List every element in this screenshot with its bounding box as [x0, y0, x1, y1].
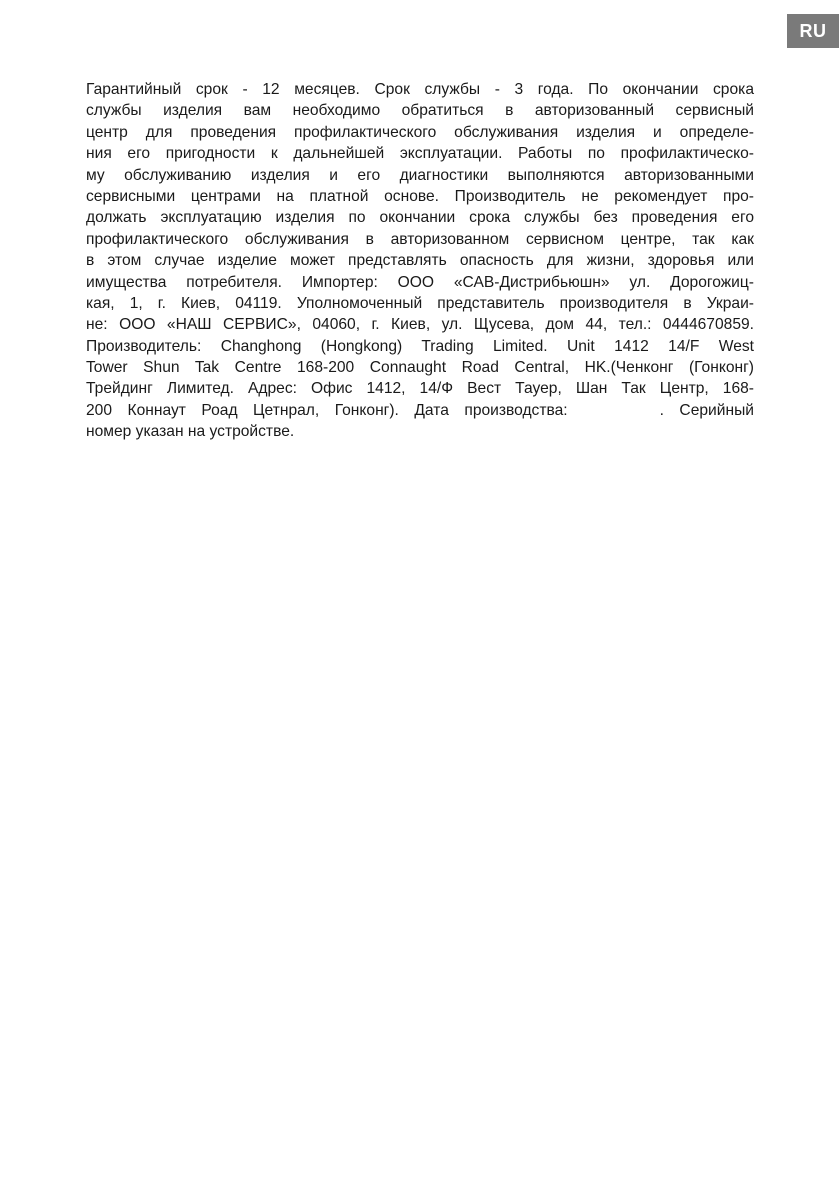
text-line: кая, 1, г. Киев, 04119. Уполномоченный представитель производителя в Украи- [86, 294, 754, 312]
text-line: Производитель: Changhong (Hongkong) Trading Limited. Unit 1412 14/F West [86, 337, 754, 355]
text-line: не: ООО «НАШ СЕРВИС», 04060, г. Киев, ул. Щусева, дом 44, тел.: 0444670859. [86, 316, 754, 334]
warranty-text [86, 79, 754, 443]
text-line-last: номер указан на устройстве. [86, 423, 295, 441]
text-line: му обслуживанию изделия и его диагностики выполняются авторизованными [86, 166, 754, 184]
text-line: Гарантийный срок - 12 месяцев. Срок службы - 3 года. По окончании срока [86, 81, 754, 98]
production-date-line [86, 400, 754, 421]
text-line: в этом случае изделие может представлять опасность для жизни, здоровья или [86, 252, 754, 270]
text-line: Трейдинг Лимитед. Адрес: Офис 1412, 14/Ф Вест Тауер, Шан Так Центр, 168- [86, 380, 754, 398]
text-line: ния его пригодности к дальнейшей эксплуатации. Работы по профилактическо- [86, 145, 754, 163]
language-tab [787, 14, 839, 48]
language-label: RU [799, 20, 827, 41]
production-date-suffix: . Серийный [659, 401, 754, 419]
text-line: профилактического обслуживания в авторизованном сервисном центре, так как [86, 230, 754, 248]
text-line: Tower Shun Tak Centre 168-200 Connaught Road Central, HK.(Ченконг (Гонконг) [86, 359, 754, 377]
text-line: центр для проведения профилактического обслуживания изделия и определе- [86, 123, 754, 141]
text-line: службы изделия вам необходимо обратиться в авторизованный сервисный [86, 102, 754, 120]
text-line: должать эксплуатацию изделия по окончании срока службы без проведения его [86, 209, 754, 227]
text-line: имущества потребителя. Импортер: ООО «САВ-Дистрибьюшн» ул. Дорогожиц- [86, 273, 754, 291]
text-line: сервисными центрами на платной основе. Производитель не рекомендует про- [86, 187, 754, 205]
production-date-prefix: 200 Коннаут Роад Цетнрал, Гонконг). Дата производства: [86, 401, 568, 419]
